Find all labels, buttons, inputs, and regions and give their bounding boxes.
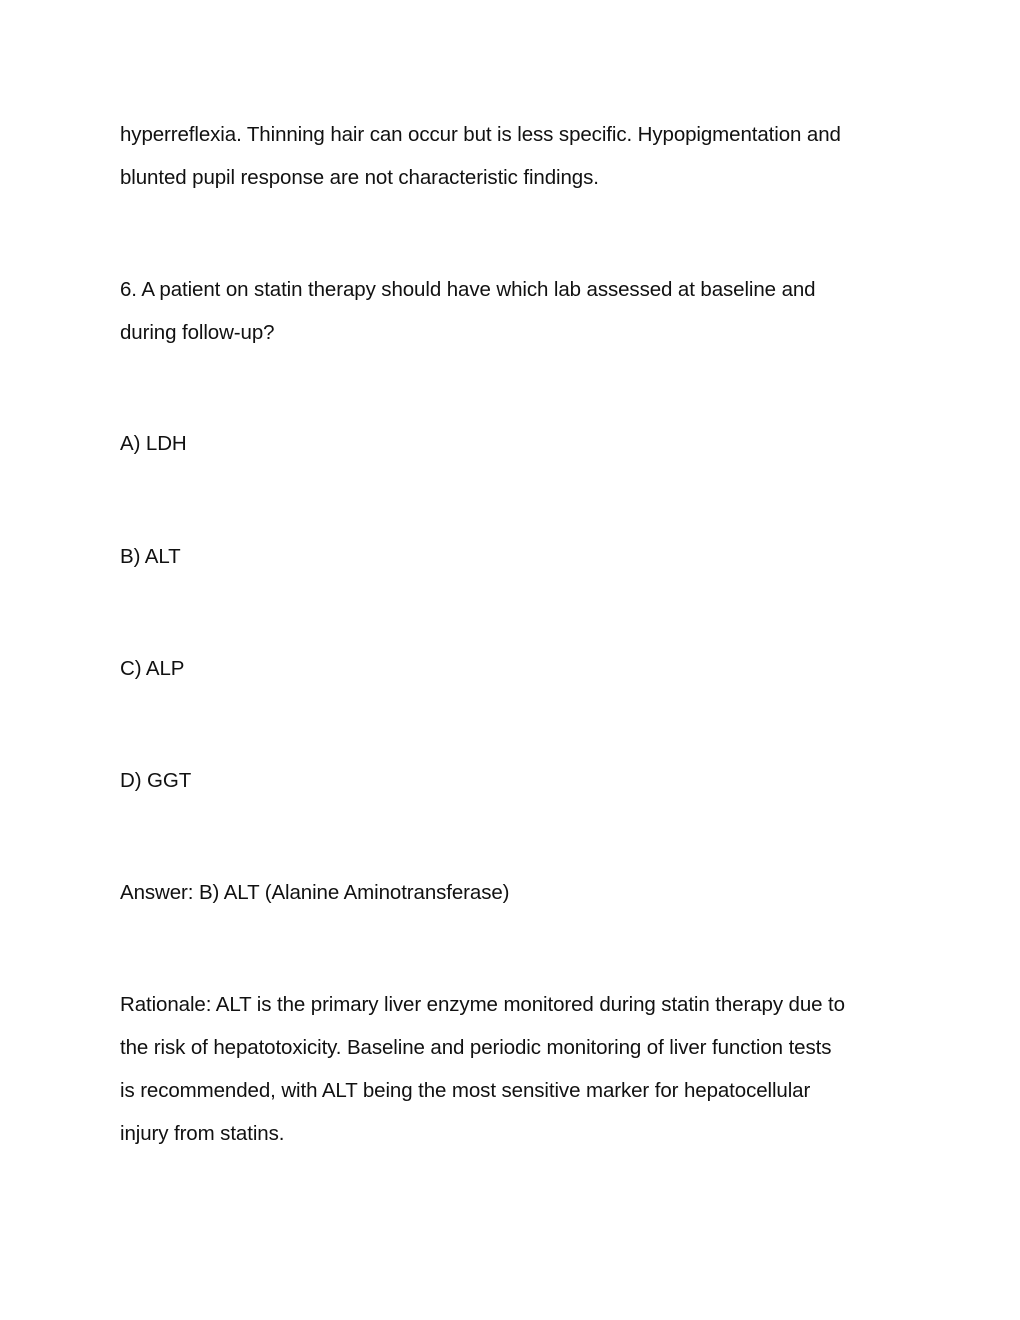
text-line: hyperreflexia. Thinning hair can occur but is less specific. Hypopigmentation and xyxy=(120,123,841,146)
option-d xyxy=(120,759,910,802)
option-c xyxy=(120,647,910,690)
text-line: Rationale: ALT is the primary liver enzyme monitored during statin therapy due to xyxy=(120,993,845,1016)
text-line: 6. A patient on statin therapy should have which lab assessed at baseline and xyxy=(120,278,816,301)
answer-text xyxy=(120,871,910,914)
text-line: is recommended, with ALT being the most sensitive marker for hepatocellular xyxy=(120,1079,811,1102)
rationale-text xyxy=(120,983,910,1155)
text-line: the risk of hepatotoxicity. Baseline and periodic monitoring of liver function tests xyxy=(120,1036,832,1059)
option-label: B) ALT xyxy=(120,545,181,568)
question-text xyxy=(120,268,910,354)
option-label: A) LDH xyxy=(120,432,187,455)
text-line: injury from statins. xyxy=(120,1122,285,1145)
text-line: during follow-up? xyxy=(120,321,275,344)
text-line: Answer: B) ALT (Alanine Aminotransferase) xyxy=(120,881,510,904)
option-label: C) ALP xyxy=(120,657,185,680)
option-label: D) GGT xyxy=(120,769,192,792)
option-a xyxy=(120,422,910,465)
text-line: blunted pupil response are not characteristic findings. xyxy=(120,166,599,189)
option-b xyxy=(120,535,910,578)
previous-rationale-continuation xyxy=(120,113,910,199)
